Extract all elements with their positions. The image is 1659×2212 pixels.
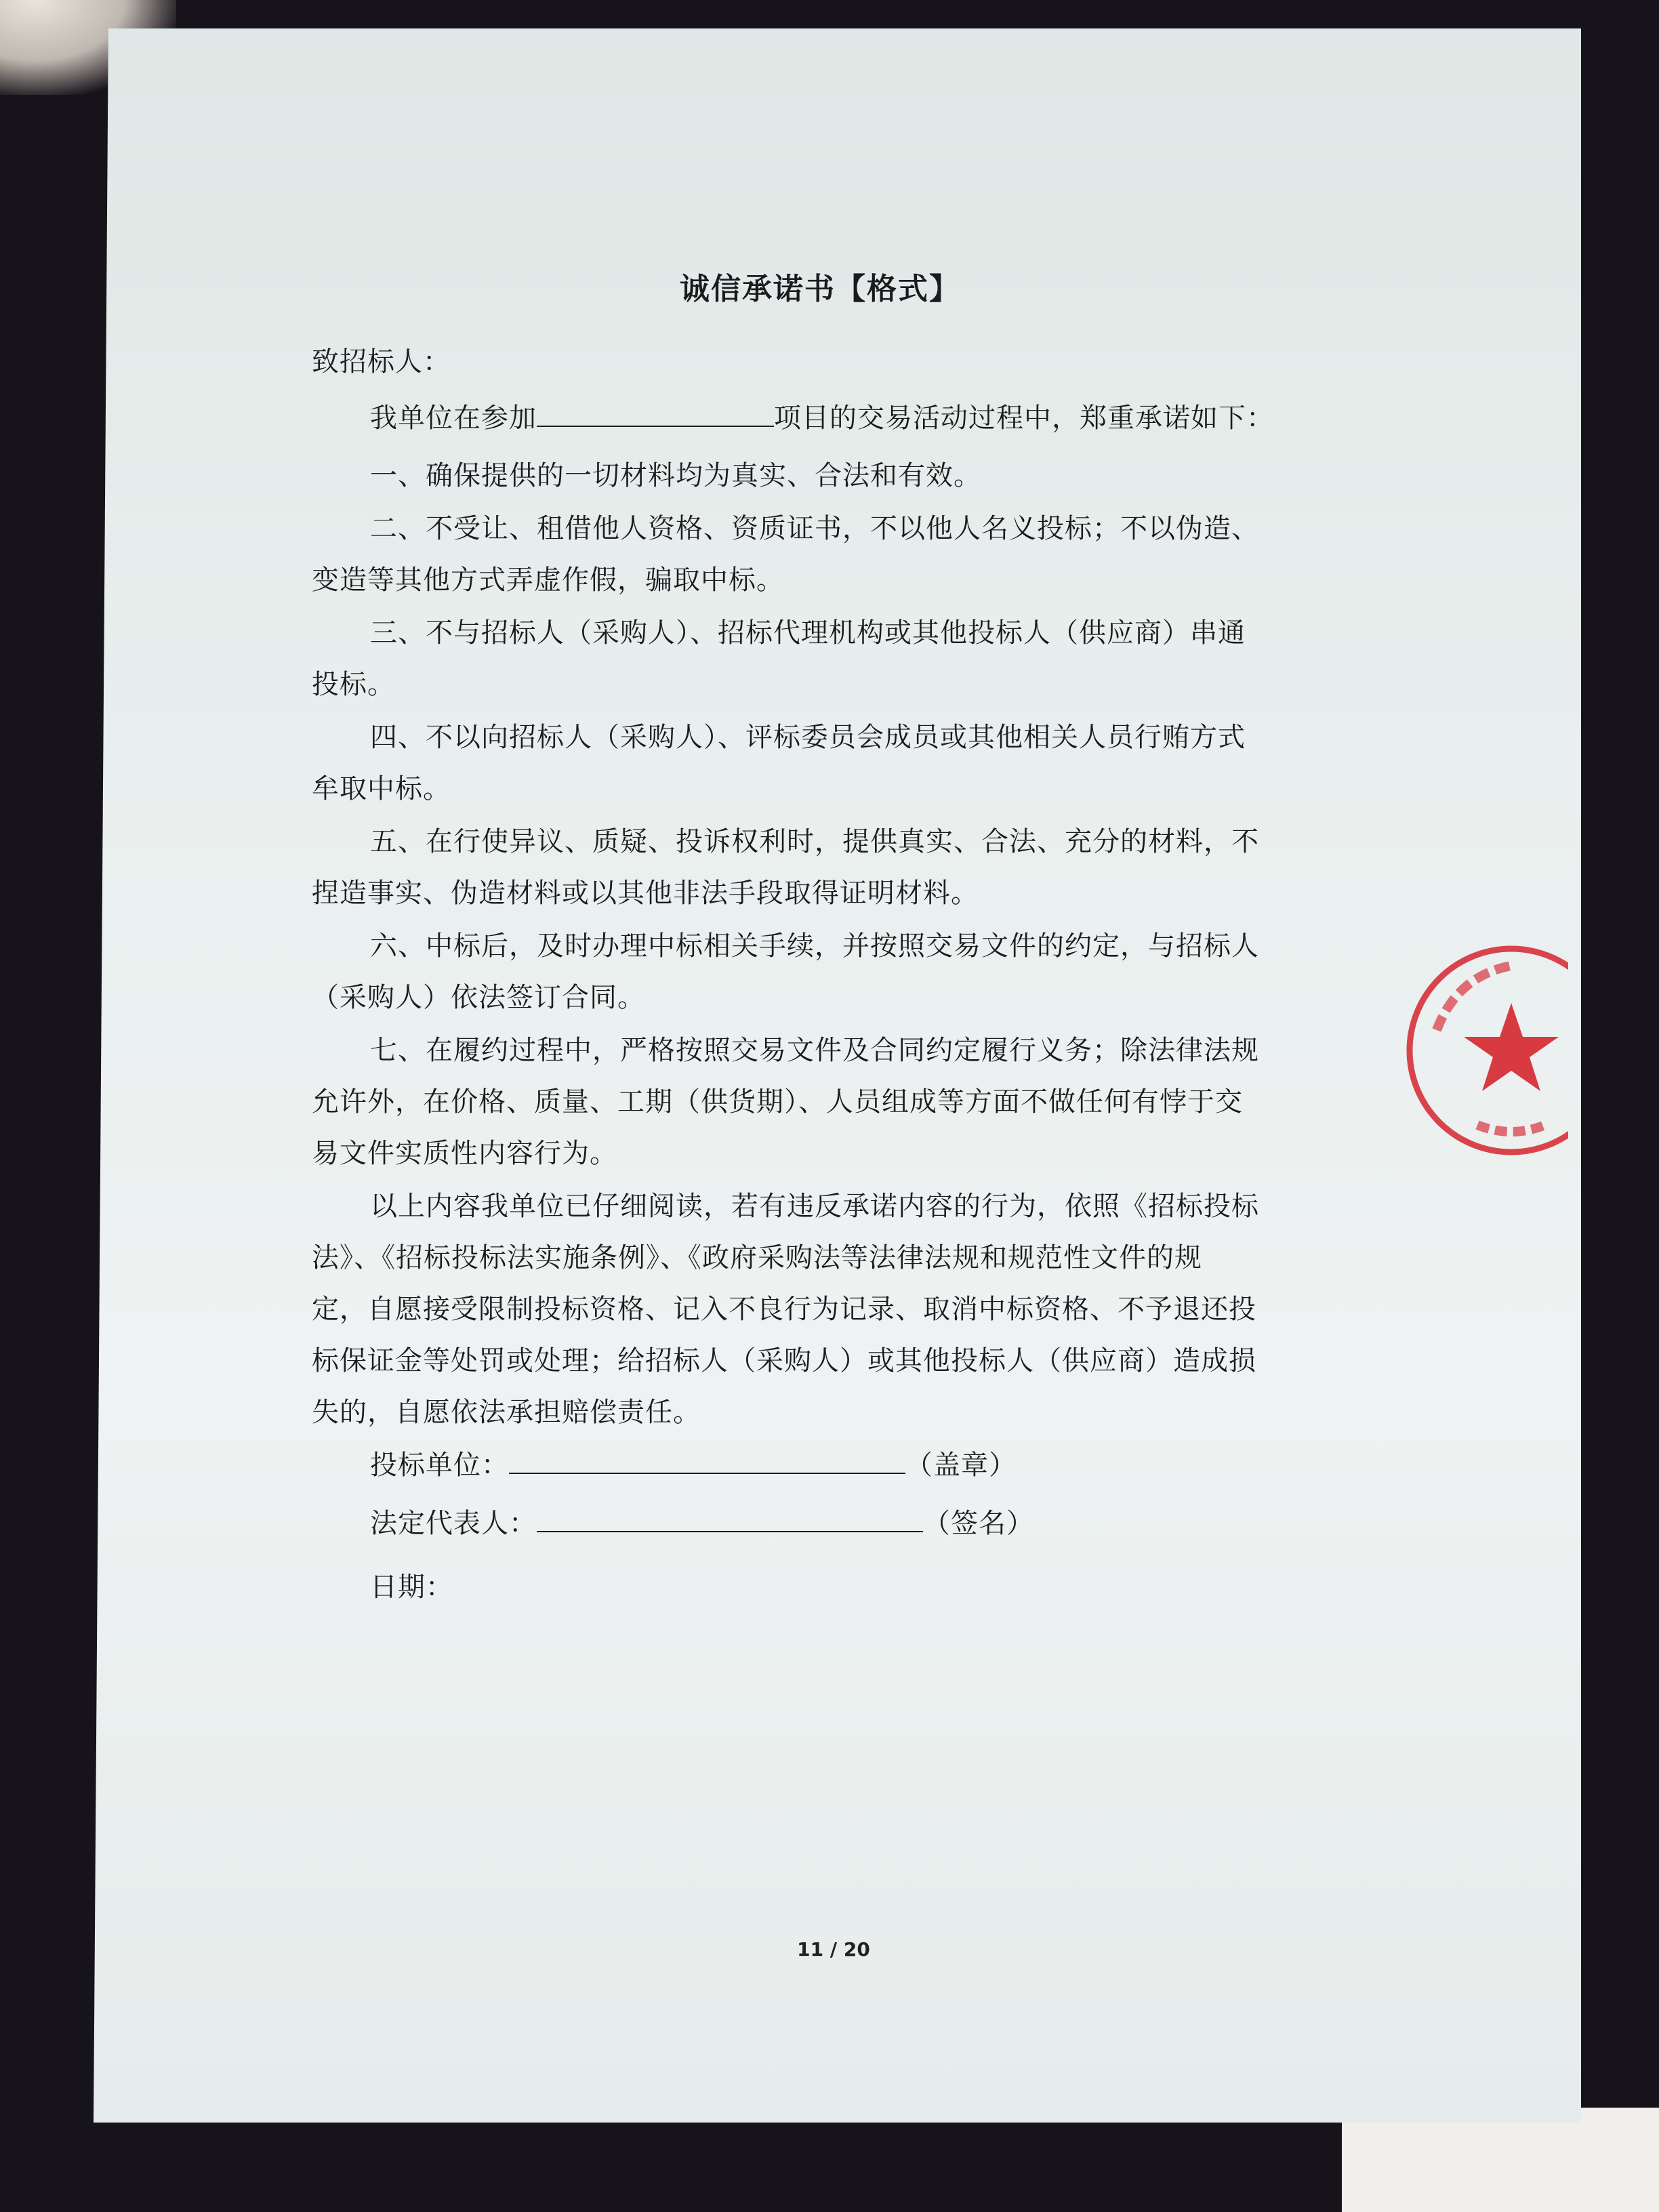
bidder-blank [509,1446,905,1474]
seal-text-arc-bottom [1477,1125,1545,1132]
item-4-line-2: 牟取中标。 [312,773,451,804]
item-5-line-1: 五、在行使异议、质疑、投诉权利时，提供真实、合法、充分的材料，不 [370,826,1259,857]
bidder-label: 投标单位： [370,1450,509,1481]
company-seal-stamp [1396,928,1626,1172]
project-name-blank [537,398,774,427]
item-7-line-1: 七、在履约过程中，严格按照交易文件及合同约定履行义务；除法律法规 [370,1035,1259,1066]
item-4-line-1: 四、不以向招标人（采购人）、评标委员会成员或其他相关人员行贿方式 [370,722,1246,753]
item-3-line-2: 投标。 [312,669,395,700]
page-number: 11 / 20 [797,1938,870,1961]
item-1: 一、确保提供的一切材料均为真实、合法和有效。 [370,460,981,491]
item-5-line-2: 捏造事实、伪造材料或以其他非法手段取得证明材料。 [312,878,979,909]
item-2-line-2: 变造等其他方式弄虚作假，骗取中标。 [312,565,784,596]
representative-signature-line [312,1502,1387,1540]
seal-text-arc-top [1437,966,1511,1030]
seal-graphic [1396,928,1626,1172]
salutation: 致招标人： [312,346,451,377]
background-paper-corner [1342,2108,1659,2212]
item-6-line-1: 六、中标后，及时办理中标相关手续，并按照交易文件的约定，与招标人 [370,930,1259,962]
seal-star-icon [1464,1003,1559,1091]
intro-after: 项目的交易活动过程中，郑重承诺如下： [774,403,1274,434]
closing-line-5: 失的，自愿依法承担赔偿责任。 [312,1397,701,1428]
item-7-line-2: 允许外，在价格、质量、工期（供货期）、人员组成等方面不做任何有悖于交 [312,1086,1243,1118]
representative-label: 法定代表人： [370,1508,537,1539]
date-line: 日期： [370,1572,453,1603]
intro-line [312,396,1387,435]
closing-line-1: 以上内容我单位已仔细阅读，若有违反承诺内容的行为，依照《招标投标 [370,1191,1259,1222]
intro-before: 我单位在参加 [370,403,537,434]
item-3-line-1: 三、不与招标人（采购人）、招标代理机构或其他投标人（供应商）串通 [370,617,1246,649]
bidder-signature-line [312,1443,1387,1482]
representative-note: （签名） [923,1508,1034,1539]
representative-blank [537,1504,923,1532]
closing-line-3: 定，自愿接受限制投标资格、记入不良行为记录、取消中标资格、不予退还投 [312,1294,1256,1325]
document-title: 诚信承诺书【格式】 [680,272,960,306]
closing-line-2: 法》、《招标投标法实施条例》、《政府采购法等法律法规和规范性文件的规 [312,1242,1202,1273]
bidder-note: （盖章） [905,1450,1017,1481]
item-6-line-2: （采购人）依法签订合同。 [312,982,645,1013]
item-7-line-3: 易文件实质性内容行为。 [312,1138,617,1169]
closing-line-4: 标保证金等处罚或处理；给招标人（采购人）或其他投标人（供应商）造成损 [312,1345,1256,1376]
item-2-line-1: 二、不受让、租借他人资格、资质证书，不以他人名义投标；不以伪造、 [370,513,1259,544]
